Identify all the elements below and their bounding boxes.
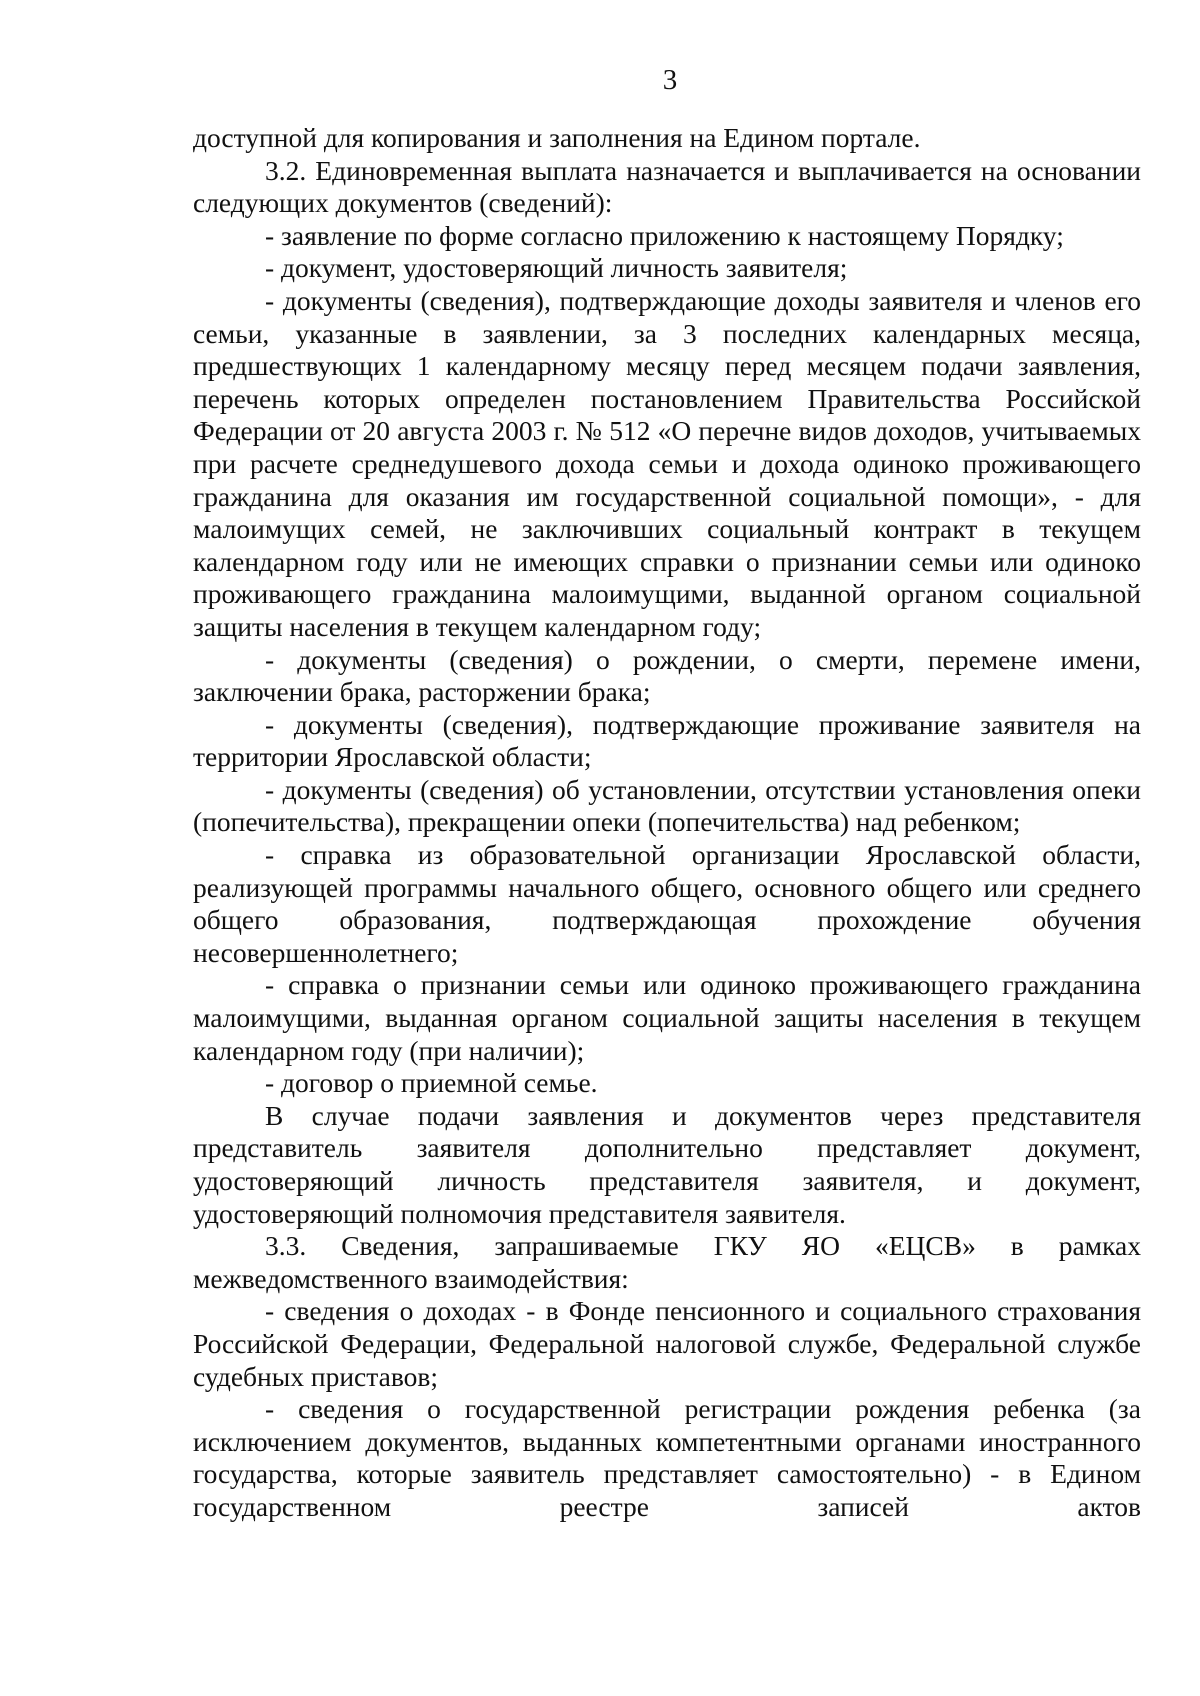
list-item-residence-documents: - документы (сведения), подтверждающие проживание заявителя на территории Ярославской области; bbox=[193, 708, 1141, 773]
list-item-income-info: - сведения о доходах - в Фонде пенсионного и социального страхования Российской Федерации, Федеральной налоговой службе, Федеральной службе судебных приставов; bbox=[193, 1295, 1141, 1392]
list-item-guardianship-documents: - документы (сведения) об установлении, отсутствии установления опеки (попечительства), прекращении опеки (попечительства) над ребенком; bbox=[193, 773, 1141, 838]
paragraph-section-3-2: 3.2. Единовременная выплата назначается и выплачивается на основании следующих документов (сведений): bbox=[193, 154, 1141, 219]
list-item-application: - заявление по форме согласно приложению к настоящему Порядку; bbox=[265, 219, 1064, 251]
list-item-civil-status-documents: - документы (сведения) о рождении, о смерти, перемене имени, заключении брака, расторжении брака; bbox=[193, 643, 1141, 708]
list-item-income-documents: - документы (сведения), подтверждающие доходы заявителя и членов его семьи, указанные в заявлении, за 3 последних календарных месяца, предшествующих 1 календарному месяцу перед месяцем подачи заявления, перечень которых определен постановлением Правительства Российской Федерации от 20 августа 2003 г. № 512 «О перечне видов доходов, учитываемых при расчете среднедушевого дохода семьи и дохода одиноко проживающего гражданина для оказания им государственной социальной помощи», - для малоимущих семей, не заключивших социальный контракт в текущем календарном году или не имеющих справки о признании семьи или одиноко проживающего гражданина малоимущими, выданной органом социальной защиты населения в текущем календарном году; bbox=[193, 284, 1141, 642]
list-item-low-income-certificate: - справка о признании семьи или одиноко проживающего гражданина малоимущими, выданная органом социальной защиты населения в текущем календарном году (при наличии); bbox=[193, 969, 1141, 1066]
paragraph-section-3-3: 3.3. Сведения, запрашиваемые ГКУ ЯО «ЕЦСВ» в рамках межведомственного взаимодействия: bbox=[193, 1230, 1141, 1294]
document-body bbox=[193, 122, 1141, 1524]
paragraph-representative: В случае подачи заявления и документов через представителя представитель заявителя дополнительно представляет документ, удостоверяющий личность представителя заявителя, и документ, удостоверяющий полномочия представителя заявителя. bbox=[193, 1099, 1141, 1229]
paragraph-continuation: доступной для копирования и заполнения на Едином портале. bbox=[193, 122, 921, 153]
list-item-school-certificate: - справка из образовательной организации Ярославской области, реализующей программы начального общего, основного общего или среднего общего образования, подтверждающая прохождение обучения несовершеннолетнего; bbox=[193, 839, 1141, 968]
list-item-identity-document: - документ, удостоверяющий личность заявителя; bbox=[265, 252, 848, 284]
list-item-birth-registration: - сведения о государственной регистрации рождения ребенка (за исключением документов, выданных компетентными органами иностранного государства, которые заявитель представляет самостоятельно) - в Едином государственном реестре записей актов bbox=[193, 1393, 1141, 1522]
page-number: 3 bbox=[662, 64, 678, 96]
list-item-foster-agreement: - договор о приемной семье. bbox=[265, 1067, 598, 1099]
